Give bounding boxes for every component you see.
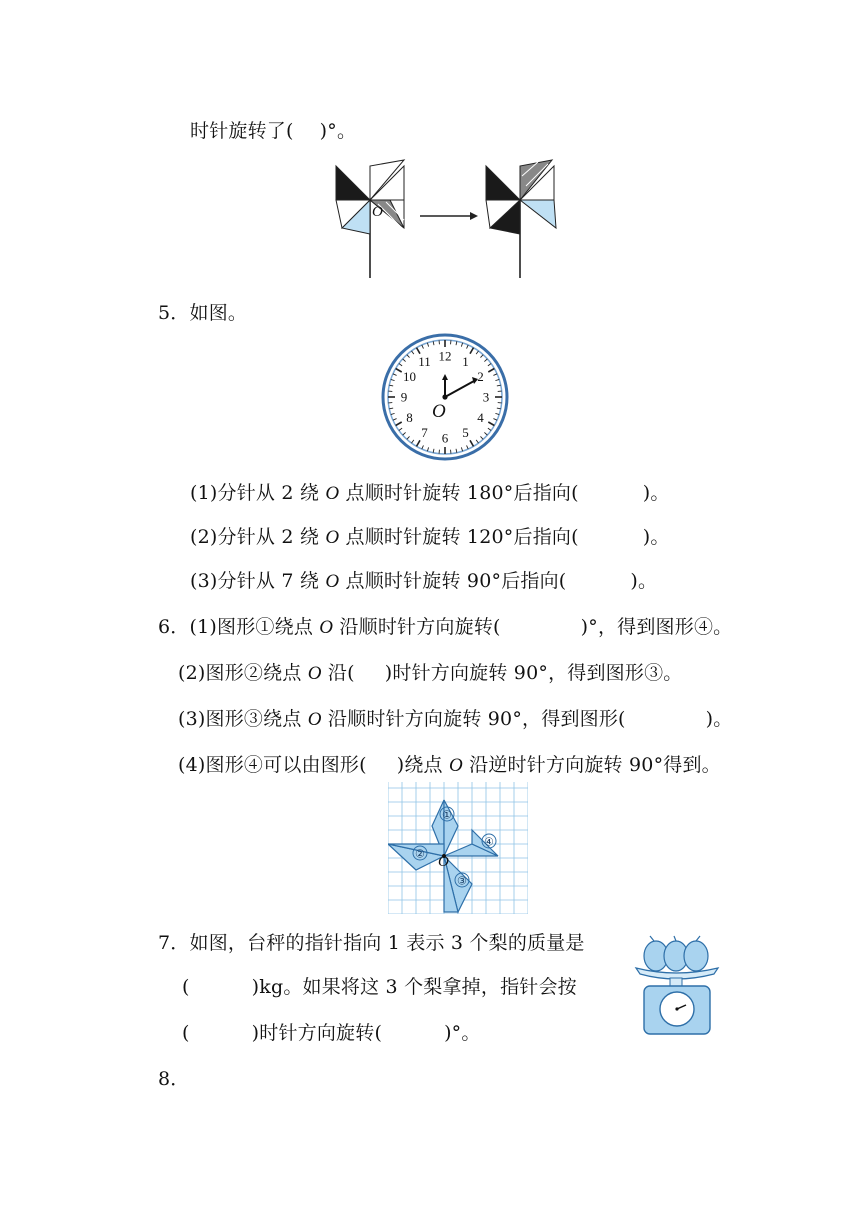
clock-figure [380,332,510,462]
pinwheel-figure [330,152,570,282]
q7-line-1: 7．如图，台秤的指针指向 1 表示 3 个梨的质量是 [158,932,585,954]
arrow-head-icon [470,212,478,220]
q5-sub-2: (2)分针从 2 绕 O 点顺时针旋转 120°后指向( )。 [190,526,670,548]
rotation-grid-figure [388,782,528,914]
clock-number: 4 [477,410,484,425]
clock-number: 11 [418,353,431,369]
q5-number: 5． [158,302,190,324]
q7-line-2: ( )kg。如果将这 3 个梨拿掉，指针会按 [182,976,577,998]
q7-number: 7． [158,932,190,954]
pinwheel-right [486,160,556,278]
clock-center-label: O [432,401,446,422]
q4-point-label: O [372,204,383,220]
shape-label-4: ④ [484,836,494,849]
clock-number: 1 [462,353,469,369]
clock-center-dot [442,394,447,399]
clock-number: 9 [400,389,408,405]
clock-number: 12 [438,348,452,364]
q5-question [158,298,247,325]
q5-text: 如图。 [189,302,248,324]
q4-tail-line [190,116,356,143]
q6-sub-3: (3)图形③绕点 O 沿顺时针方向旋转 90°，得到图形( )。 [178,708,733,730]
shape-label-3: ③ [457,875,467,888]
shape-label-1: ① [442,809,452,822]
clock-number: 8 [406,410,413,425]
pear-icon [684,941,708,971]
q5-sub-3: (3)分针从 7 绕 O 点顺时针旋转 90°后指向( )。 [190,570,658,592]
clock-number: 3 [482,389,490,405]
clock-number: 2 [477,369,484,384]
q5-sub-1: (1)分针从 2 绕 O 点顺时针旋转 180°后指向( )。 [190,482,670,504]
grid-center-label: O [438,854,449,870]
shape-label-2: ② [415,848,425,861]
clock-number: 6 [441,430,449,446]
q4-tail-pre: 时针旋转了( [190,120,294,142]
q6-sub-2: (2)图形②绕点 O 沿( )时针方向旋转 90°，得到图形③。 [178,662,683,684]
q6-sub-4: (4)图形④可以由图形( )绕点 O 沿逆时针方向旋转 90°得到。 [178,754,721,776]
q8-number: 8． [158,1068,190,1090]
scale-figure [630,934,726,1038]
q6-number: 6． [158,616,190,638]
pinwheel-left [336,160,404,278]
clock-number: 5 [462,425,469,441]
clock-number: 7 [421,425,428,441]
clock-number: 10 [402,369,416,384]
q7-line-3: ( )时针方向旋转( )°。 [182,1022,481,1044]
q6-sub-1: 6．(1)图形①绕点 O 沿顺时针方向旋转( )°，得到图形④。 [158,616,733,638]
q4-tail-post: )°。 [319,120,357,142]
